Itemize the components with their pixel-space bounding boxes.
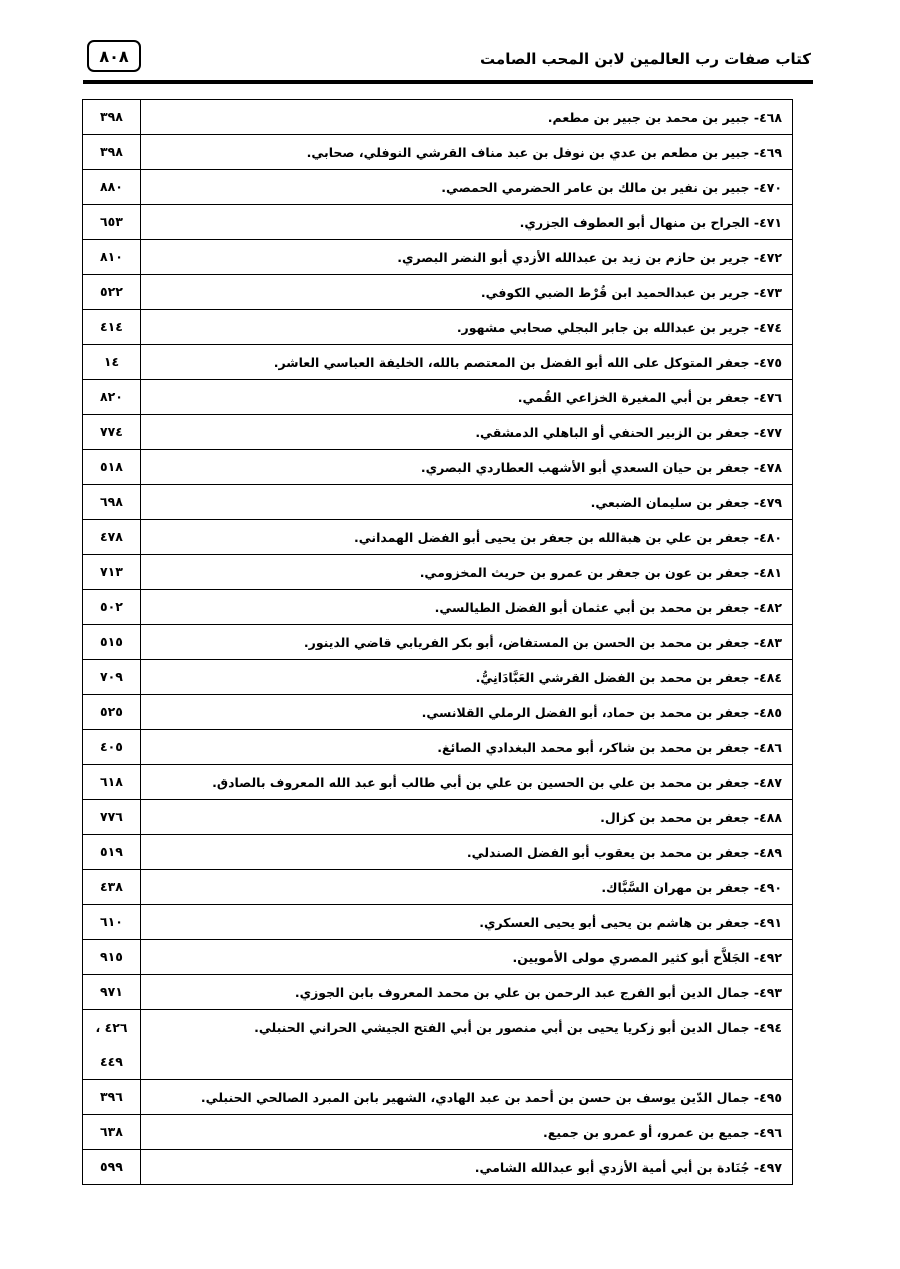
table-row bbox=[83, 380, 793, 415]
entry-name: ٤٩٣- جمال الدين أبو الفرج عبد الرحمن بن علي بن محمد المعروف بابن الجوزي. bbox=[141, 975, 793, 1010]
entry-page-cell bbox=[83, 380, 141, 415]
entry-page-cell bbox=[83, 450, 141, 485]
entry-name: ٤٨٦- جعفر بن محمد بن شاكر، أبو محمد البغدادي الصائغ. bbox=[141, 730, 793, 765]
entry-name: ٤٨٨- جعفر بن محمد بن كزال. bbox=[141, 800, 793, 835]
table-row bbox=[83, 905, 793, 940]
entry-page-number: ٤٣٨ bbox=[100, 879, 123, 894]
page-header bbox=[83, 40, 811, 78]
entry-name: ٤٨٥- جعفر بن محمد بن حماد، أبو الفضل الرملي القلانسي. bbox=[141, 695, 793, 730]
entry-page-cell bbox=[83, 310, 141, 345]
entry-name: ٤٦٩- جبير بن مطعم بن عدي بن نوفل بن عبد مناف القرشي النوفلي، صحابي. bbox=[141, 135, 793, 170]
entry-page-number: ٦١٠ bbox=[100, 914, 123, 929]
table-row bbox=[83, 730, 793, 765]
entry-page-cell bbox=[83, 205, 141, 240]
entry-page-number: ٦٣٨ bbox=[100, 1124, 123, 1139]
header-rule bbox=[83, 80, 813, 84]
table-row bbox=[83, 625, 793, 660]
entry-page-cell bbox=[83, 485, 141, 520]
entry-page-cell bbox=[83, 240, 141, 275]
entry-page-number: ٦١٨ bbox=[100, 774, 123, 789]
entry-page-number: ٨١٠ bbox=[100, 249, 123, 264]
entry-page-number: ٥٢٥ bbox=[100, 704, 123, 719]
entry-page-number: ٥٠٢ bbox=[100, 599, 123, 614]
entry-page-number: ٤١٤ bbox=[100, 319, 123, 334]
entry-name: ٤٨٢- جعفر بن محمد بن أبي عثمان أبو الفضل الطيالسي. bbox=[141, 590, 793, 625]
entry-name: ٤٧١- الجراح بن منهال أبو العطوف الجزري. bbox=[141, 205, 793, 240]
book-title: كتاب صفات رب العالمين لابن المحب الصامت bbox=[480, 50, 811, 68]
entry-page-number: ٧٧٤ bbox=[100, 424, 123, 439]
table-row bbox=[83, 450, 793, 485]
entry-page-number: ٩٧١ bbox=[100, 984, 123, 999]
table-row bbox=[83, 520, 793, 555]
entry-page-cell bbox=[83, 135, 141, 170]
entry-page-cell bbox=[83, 1115, 141, 1150]
table-row bbox=[83, 695, 793, 730]
entry-page-number: ٧٠٩ bbox=[100, 669, 123, 684]
table-row bbox=[83, 835, 793, 870]
entry-name: ٤٩٤- جمال الدين أبو زكريا يحيى بن أبي منصور بن أبي الفتح الجيشي الحراني الحنبلي. bbox=[141, 1010, 793, 1080]
table-row bbox=[83, 135, 793, 170]
entry-name: ٤٩٥- جمال الدّين يوسف بن حسن بن أحمد بن عبد الهادي، الشهير بابن المبرد الصالحي الحنبلي. bbox=[141, 1080, 793, 1115]
entry-page-number: ١٤ bbox=[103, 354, 120, 369]
entry-page-number: ٤٢٦ ، bbox=[95, 1019, 128, 1035]
entry-page-number: ٥٩٩ bbox=[100, 1159, 123, 1174]
entry-name: ٤٧٤- جرير بن عبدالله بن جابر البجلي صحابي مشهور. bbox=[141, 310, 793, 345]
entry-page-cell bbox=[83, 275, 141, 310]
entry-page-cell bbox=[83, 730, 141, 765]
table-row bbox=[83, 940, 793, 975]
entry-page-number: ٤٤٩ bbox=[100, 1053, 123, 1069]
table-row bbox=[83, 660, 793, 695]
entry-name: ٤٨١- جعفر بن عون بن جعفر بن عمرو بن حريث المخزومي. bbox=[141, 555, 793, 590]
entry-name: ٤٩٦- جميع بن عمرو، أو عمرو بن جميع. bbox=[141, 1115, 793, 1150]
table-row bbox=[83, 870, 793, 905]
entry-name: ٤٧٧- جعفر بن الزبير الحنفي أو الباهلي الدمشقي. bbox=[141, 415, 793, 450]
table-row bbox=[83, 170, 793, 205]
entry-page-cell bbox=[83, 520, 141, 555]
entry-page-number: ٥٢٢ bbox=[100, 284, 123, 299]
entry-name: ٤٨٠- جعفر بن علي بن هبةالله بن جعفر بن يحيى أبو الفضل الهمداني. bbox=[141, 520, 793, 555]
entry-name: ٤٨٣- جعفر بن محمد بن الحسن بن المستفاض، أبو بكر الفريابي قاضي الدينور. bbox=[141, 625, 793, 660]
entry-page-cell bbox=[83, 625, 141, 660]
entry-page-number: ٣٩٨ bbox=[100, 144, 123, 159]
entry-name: ٤٩١- جعفر بن هاشم بن يحيى أبو يحيى العسكري. bbox=[141, 905, 793, 940]
table-row bbox=[83, 555, 793, 590]
entry-name: ٤٦٨- جبير بن محمد بن جبير بن مطعم. bbox=[141, 100, 793, 135]
entry-page-number: ٦٥٣ bbox=[100, 214, 123, 229]
index-table-body bbox=[83, 100, 793, 1185]
index-table bbox=[82, 99, 793, 1185]
table-row bbox=[83, 1010, 793, 1080]
entry-page-number: ٨٨٠ bbox=[100, 179, 123, 194]
entry-page-cell bbox=[83, 100, 141, 135]
entry-name: ٤٧٣- جرير بن عبدالحميد ابن قُرْط الضبي الكوفي. bbox=[141, 275, 793, 310]
entry-page-cell bbox=[83, 660, 141, 695]
entry-page-number: ٥١٥ bbox=[100, 634, 123, 649]
entry-name: ٤٩٧- جُنَادة بن أبي أمية الأزدي أبو عبدالله الشامي. bbox=[141, 1150, 793, 1185]
entry-name: ٤٩٢- الجَلاَّح أبو كثير المصري مولى الأمويين. bbox=[141, 940, 793, 975]
page-number-box bbox=[87, 40, 141, 72]
table-row bbox=[83, 590, 793, 625]
entry-page-cell bbox=[83, 975, 141, 1010]
entry-page-cell bbox=[83, 170, 141, 205]
entry-page-number: ٣٩٦ bbox=[100, 1089, 123, 1104]
entry-name: ٤٧٠- جبير بن نفير بن مالك بن عامر الحضرمي الحمصي. bbox=[141, 170, 793, 205]
entry-page-cell bbox=[83, 800, 141, 835]
table-row bbox=[83, 1115, 793, 1150]
table-row bbox=[83, 240, 793, 275]
entry-page-cell bbox=[83, 590, 141, 625]
table-row bbox=[83, 345, 793, 380]
table-row bbox=[83, 1150, 793, 1185]
entry-page-number: ٤٠٥ bbox=[100, 739, 123, 754]
entry-page-number: ٧٧٦ bbox=[100, 809, 123, 824]
entry-page-cell bbox=[83, 765, 141, 800]
entry-page-number: ٥١٨ bbox=[100, 459, 123, 474]
table-row bbox=[83, 205, 793, 240]
entry-name: ٤٧٨- جعفر بن حيان السعدي أبو الأشهب العطاردي البصري. bbox=[141, 450, 793, 485]
table-row bbox=[83, 1080, 793, 1115]
entry-name: ٤٨٤- جعفر بن محمد بن الفضل القرشي العَبَّادَانِيُّ. bbox=[141, 660, 793, 695]
entry-page-cell bbox=[83, 1150, 141, 1185]
entry-page-number: ٦٩٨ bbox=[100, 494, 123, 509]
entry-name: ٤٧٢- جرير بن حازم بن زيد بن عبدالله الأزدي أبو النضر البصري. bbox=[141, 240, 793, 275]
entry-page-cell bbox=[83, 1010, 141, 1080]
table-row bbox=[83, 415, 793, 450]
entry-name: ٤٩٠- جعفر بن مهران السَّبَّاك. bbox=[141, 870, 793, 905]
entry-name: ٤٧٥- جعفر المتوكل على الله أبو الفضل بن المعتصم بالله، الخليفة العباسي العاشر. bbox=[141, 345, 793, 380]
entry-page-number: ٣٩٨ bbox=[100, 109, 123, 124]
entry-page-cell bbox=[83, 695, 141, 730]
table-row bbox=[83, 975, 793, 1010]
entry-page-cell bbox=[83, 1080, 141, 1115]
entry-page-cell bbox=[83, 345, 141, 380]
table-row bbox=[83, 800, 793, 835]
entry-page-number: ٨٢٠ bbox=[100, 389, 123, 404]
entry-page-cell bbox=[83, 835, 141, 870]
page-number: ٨٠٨ bbox=[99, 46, 129, 66]
entry-page-cell bbox=[83, 555, 141, 590]
entry-page-cell bbox=[83, 905, 141, 940]
table-row bbox=[83, 275, 793, 310]
entry-name: ٤٨٧- جعفر بن محمد بن علي بن الحسين بن علي بن أبي طالب أبو عبد الله المعروف بالصادق. bbox=[141, 765, 793, 800]
table-row bbox=[83, 485, 793, 520]
entry-name: ٤٧٩- جعفر بن سليمان الضبعي. bbox=[141, 485, 793, 520]
table-row bbox=[83, 310, 793, 345]
entry-name: ٤٧٦- جعفر بن أبي المغيرة الخزاعي القُمي. bbox=[141, 380, 793, 415]
entry-page-cell bbox=[83, 870, 141, 905]
entry-page-cell bbox=[83, 940, 141, 975]
table-row bbox=[83, 100, 793, 135]
entry-page-number: ٧١٣ bbox=[100, 564, 123, 579]
table-row bbox=[83, 765, 793, 800]
entry-name: ٤٨٩- جعفر بن محمد بن يعقوب أبو الفضل الصندلي. bbox=[141, 835, 793, 870]
entry-page-number: ٥١٩ bbox=[100, 844, 123, 859]
entry-page-number: ٤٧٨ bbox=[100, 529, 123, 544]
entry-page-number: ٩١٥ bbox=[100, 949, 123, 964]
entry-page-cell bbox=[83, 415, 141, 450]
